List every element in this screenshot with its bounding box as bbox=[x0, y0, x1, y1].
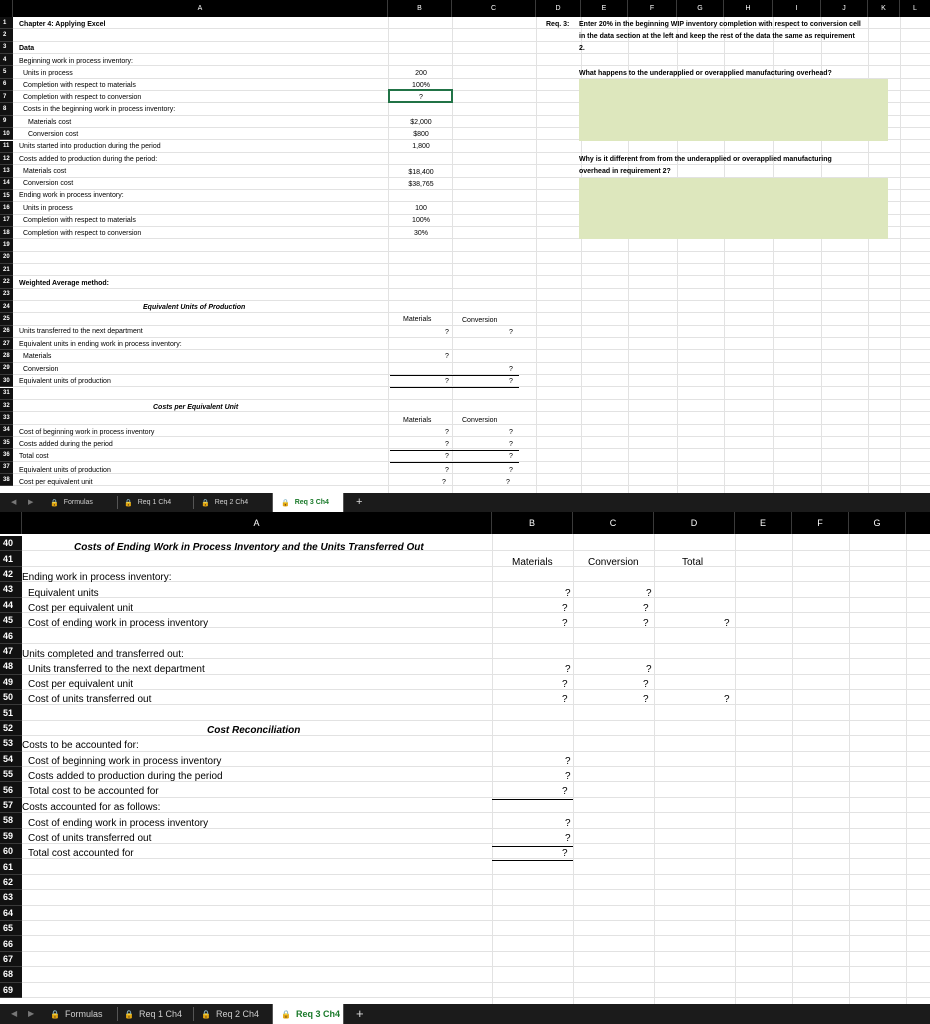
row-header-37[interactable]: 37 bbox=[0, 462, 13, 474]
row-header-3[interactable]: 3 bbox=[0, 42, 13, 54]
q-mat-cpu[interactable]: ? bbox=[442, 479, 446, 486]
tab-formulas[interactable] bbox=[50, 493, 114, 512]
q-conv-added[interactable]: ? bbox=[509, 441, 513, 448]
column-header-A[interactable]: A bbox=[13, 0, 388, 17]
units-in-process-label-2: Units in process bbox=[23, 205, 73, 212]
req-text-2: in the data section at the left and keep the rest of the data the same as requirement bbox=[579, 33, 855, 40]
q-cpu-mat[interactable]: ? bbox=[562, 603, 568, 614]
tab-formulas[interactable] bbox=[50, 1004, 114, 1024]
cost-per-eq-unit-label-2: Cost per equivalent unit bbox=[28, 679, 134, 690]
q-units-tr-mat[interactable]: ? bbox=[565, 664, 571, 675]
value-conv-cost[interactable]: $800 bbox=[413, 131, 429, 138]
q-recon-total-2[interactable]: ? bbox=[562, 848, 568, 859]
costs-accounted-label: Costs accounted for as follows: bbox=[22, 802, 161, 813]
row-header-17[interactable]: 17 bbox=[0, 215, 13, 227]
costs-added-label: Costs added to production during the period bbox=[28, 771, 223, 782]
row-header-35[interactable]: 35 bbox=[0, 437, 13, 449]
row-header-68[interactable]: 68 bbox=[0, 967, 22, 982]
lock-icon: 🔒 bbox=[124, 499, 133, 507]
cost-bwip-label: Cost of beginning work in process inventory bbox=[28, 756, 222, 767]
row-header-42[interactable]: 42 bbox=[0, 567, 22, 582]
column-header-E[interactable]: E bbox=[735, 512, 792, 534]
tab-req3[interactable] bbox=[272, 1004, 344, 1024]
completion-materials-label: Completion with respect to materials bbox=[23, 82, 136, 89]
completion-conversion-label: Completion with respect to conversion bbox=[23, 94, 142, 101]
row-header-57[interactable]: 57 bbox=[0, 798, 22, 813]
row-header-18[interactable]: 18 bbox=[0, 227, 13, 239]
value-mat-cost-2[interactable]: $18,400 bbox=[408, 169, 434, 176]
cost-units-transferred-label: Cost of units transferred out bbox=[28, 694, 152, 705]
materials-cost-label: Materials cost bbox=[28, 119, 72, 126]
q-cost-tr-total[interactable]: ? bbox=[724, 694, 730, 705]
row-header-21[interactable]: 21 bbox=[0, 264, 13, 276]
row-header-16[interactable]: 16 bbox=[0, 202, 13, 214]
lock-icon: 🔒 bbox=[201, 499, 210, 507]
lock-icon: 🔒 bbox=[201, 1009, 211, 1019]
q-mat-ending[interactable]: ? bbox=[445, 353, 449, 360]
units-in-process-label: Units in process bbox=[23, 70, 73, 77]
column-header-C[interactable]: C bbox=[452, 0, 536, 17]
total-cost-label: Total cost bbox=[19, 453, 49, 460]
costs-to-account-label: Costs to be accounted for: bbox=[22, 740, 139, 751]
q-units-tr-conv[interactable]: ? bbox=[646, 664, 652, 675]
row-header-22[interactable]: 22 bbox=[0, 276, 13, 288]
tab-req3[interactable] bbox=[272, 493, 344, 512]
value-units[interactable]: 200 bbox=[415, 70, 427, 77]
req-label: Req. 3: bbox=[546, 21, 570, 28]
eq-units-production-label: Equivalent units of production bbox=[19, 378, 111, 385]
q-cpu2-conv[interactable]: ? bbox=[643, 679, 649, 690]
add-sheet-button[interactable]: + bbox=[356, 1006, 364, 1021]
tab-req1-label: Req 1 Ch4 bbox=[138, 1009, 182, 1019]
column-header-F[interactable]: F bbox=[628, 0, 677, 17]
units-transferred-label: Units transferred to the next department bbox=[19, 328, 143, 335]
ewip-label: Ending work in process inventory: bbox=[19, 192, 124, 199]
completion-materials-label-2: Completion with respect to materials bbox=[23, 217, 136, 224]
cost-reconciliation-title: Cost Reconciliation bbox=[207, 725, 301, 736]
q-cost-ewip-conv[interactable]: ? bbox=[643, 618, 649, 629]
q-conv-production[interactable]: ? bbox=[509, 378, 513, 385]
row-header-64[interactable]: 64 bbox=[0, 906, 22, 921]
q-cost-tr-mat[interactable]: ? bbox=[562, 694, 568, 705]
row-header-13[interactable]: 13 bbox=[0, 165, 13, 177]
row-header-45[interactable]: 45 bbox=[0, 613, 22, 628]
row-header-25[interactable]: 25 bbox=[0, 313, 13, 325]
costs-ending-title: Costs of Ending Work in Process Inventory and the Units Transferred Out bbox=[74, 542, 424, 553]
conversion-cost-label-2: Conversion cost bbox=[23, 180, 74, 187]
tab-req2-label: Req 2 Ch4 bbox=[214, 499, 249, 506]
row-header-33[interactable]: 33 bbox=[0, 412, 13, 424]
cost-units-transferred-label-2: Cost of units transferred out bbox=[28, 833, 152, 844]
column-header-A[interactable]: A bbox=[22, 512, 492, 534]
column-header-C[interactable]: C bbox=[573, 512, 654, 534]
column-header-K[interactable]: K bbox=[868, 0, 900, 17]
tab-separator bbox=[193, 1007, 194, 1021]
lock-icon: 🔒 bbox=[124, 1009, 134, 1019]
cost-bwip-label: Cost of beginning work in process inventory bbox=[19, 429, 155, 436]
value-comp-mat-2[interactable]: 100% bbox=[412, 217, 430, 224]
lock-icon: 🔒 bbox=[50, 499, 59, 507]
cost-per-eq-unit-label: Cost per equivalent unit bbox=[19, 479, 93, 486]
double-underline-eq-units bbox=[390, 387, 519, 388]
row-header-46[interactable]: 46 bbox=[0, 628, 22, 643]
q-cost-ewip-total[interactable]: ? bbox=[724, 618, 730, 629]
cost-per-eq-title: Costs per Equivalent Unit bbox=[153, 404, 239, 411]
double-underline-total-accounted bbox=[492, 860, 573, 861]
row-header-28[interactable]: 28 bbox=[0, 350, 13, 362]
units-transferred-label: Units transferred to the next department bbox=[28, 664, 205, 675]
materials-header: Materials bbox=[403, 316, 432, 323]
value-conv-cost-2[interactable]: $38,765 bbox=[408, 181, 434, 188]
row-header-15[interactable]: 15 bbox=[0, 190, 13, 202]
row-header-51[interactable]: 51 bbox=[0, 705, 22, 720]
row-header-62[interactable]: 62 bbox=[0, 875, 22, 890]
row-header-10[interactable]: 10 bbox=[0, 128, 13, 140]
q-mat-transferred[interactable]: ? bbox=[445, 329, 449, 336]
q-eq-units-mat[interactable]: ? bbox=[565, 588, 571, 599]
q-mat-total[interactable]: ? bbox=[445, 453, 449, 460]
chapter-title: Chapter 4: Applying Excel bbox=[19, 21, 106, 28]
column-header-D[interactable]: D bbox=[536, 0, 581, 17]
data-label: Data bbox=[19, 45, 35, 52]
row-header-44[interactable]: 44 bbox=[0, 598, 22, 613]
cost-ending-wip-label: Cost of ending work in process inventory bbox=[28, 618, 209, 629]
q-cost-tr-conv[interactable]: ? bbox=[643, 694, 649, 705]
tab-formulas-label: Formulas bbox=[63, 499, 93, 506]
lock-icon: 🔒 bbox=[281, 1009, 291, 1019]
bwip-label: Beginning work in process inventory: bbox=[19, 58, 134, 65]
row-header-55[interactable]: 55 bbox=[0, 767, 22, 782]
q-conv-ending[interactable]: ? bbox=[509, 366, 513, 373]
q-conv-eqprod[interactable]: ? bbox=[509, 467, 513, 474]
row-header-38[interactable]: 38 bbox=[0, 474, 13, 486]
value-units-2[interactable]: 100 bbox=[415, 205, 427, 212]
cost-per-eq-unit-label: Cost per equivalent unit bbox=[28, 603, 134, 614]
q-mat-added[interactable]: ? bbox=[445, 441, 449, 448]
row-header-1[interactable]: 1 bbox=[0, 17, 13, 29]
bottom-cell-contents bbox=[0, 512, 930, 1024]
costs-bwip-label: Costs in the beginning work in process inventory: bbox=[23, 106, 176, 113]
row-header-48[interactable]: 48 bbox=[0, 659, 22, 674]
total-cost-accounted-label-2: Total cost accounted for bbox=[28, 848, 134, 859]
total-cost-accounted-label: Total cost to be accounted for bbox=[28, 786, 159, 797]
column-header-J[interactable]: J bbox=[821, 0, 868, 17]
tab-req2[interactable] bbox=[201, 1004, 265, 1024]
column-header-E[interactable]: E bbox=[581, 0, 628, 17]
selected-cell-B7[interactable] bbox=[388, 89, 453, 103]
question-2-line-2: overhead in requirement 2? bbox=[579, 168, 671, 175]
tab-req3-label: Req 3 Ch4 bbox=[295, 1009, 340, 1019]
tab-formulas-label: Formulas bbox=[64, 1009, 103, 1019]
tab-req2-label: Req 2 Ch4 bbox=[215, 1009, 259, 1019]
costs-added-period-label: Costs added during the period bbox=[19, 441, 113, 448]
tab-req1-label: Req 1 Ch4 bbox=[137, 499, 172, 506]
underline-total-cost bbox=[390, 450, 519, 451]
lock-icon: 🔒 bbox=[281, 499, 290, 507]
costs-added-label: Costs added to production during the period: bbox=[19, 156, 158, 163]
tab-req1[interactable] bbox=[124, 1004, 188, 1024]
value-comp-conv[interactable]: ? bbox=[419, 94, 423, 101]
add-sheet-button[interactable]: + bbox=[356, 496, 363, 508]
row-header-7[interactable]: 7 bbox=[0, 91, 13, 103]
q-recon-bwip[interactable]: ? bbox=[565, 756, 571, 767]
conversion-cost-label: Conversion cost bbox=[28, 131, 79, 138]
eq-units-ending-label: Equivalent units in ending work in process inventory: bbox=[19, 341, 182, 348]
completion-conversion-label-2: Completion with respect to conversion bbox=[23, 230, 142, 237]
q-mat-eqprod[interactable]: ? bbox=[445, 467, 449, 474]
tab-req3-label: Req 3 Ch4 bbox=[294, 499, 329, 506]
row-header-23[interactable]: 23 bbox=[0, 289, 13, 301]
row-header-53[interactable]: 53 bbox=[0, 736, 22, 751]
question-2-line-1: Why is it different from from the underapplied or overapplied manufacturing bbox=[579, 156, 832, 163]
lock-icon: 🔒 bbox=[50, 1009, 60, 1019]
column-header-L[interactable]: L bbox=[913, 5, 917, 12]
row-header-49[interactable]: 49 bbox=[0, 675, 22, 690]
value-mat-cost[interactable]: $2,000 bbox=[410, 119, 432, 126]
q-recon-total[interactable]: ? bbox=[562, 786, 568, 797]
q-recon-ewip[interactable]: ? bbox=[565, 818, 571, 829]
row-header-32[interactable]: 32 bbox=[0, 400, 13, 412]
conversion-header: Conversion bbox=[588, 557, 639, 568]
column-header-I[interactable]: I bbox=[773, 0, 821, 17]
row-header-4[interactable]: 4 bbox=[0, 54, 13, 66]
row-header-27[interactable]: 27 bbox=[0, 338, 13, 350]
eq-units-title: Equivalent Units of Production bbox=[143, 304, 246, 311]
row-header-58[interactable]: 58 bbox=[0, 813, 22, 828]
tab-separator bbox=[117, 1007, 118, 1021]
conversion-label: Conversion bbox=[23, 366, 59, 373]
q-conv-cpu[interactable]: ? bbox=[506, 479, 510, 486]
row-header-24[interactable]: 24 bbox=[0, 301, 13, 313]
tab-req1[interactable] bbox=[124, 493, 188, 512]
question-1: What happens to the underapplied or overapplied manufacturing overhead? bbox=[579, 70, 832, 77]
value-comp-mat[interactable]: 100% bbox=[412, 82, 430, 89]
row-header-69[interactable]: 69 bbox=[0, 983, 22, 998]
row-header-26[interactable]: 26 bbox=[0, 326, 13, 338]
q-conv-transferred[interactable]: ? bbox=[509, 329, 513, 336]
scroll-left-icon[interactable]: ◀ bbox=[11, 499, 17, 506]
tab-req2[interactable] bbox=[201, 493, 265, 512]
q-conv-total[interactable]: ? bbox=[509, 453, 513, 460]
row-header-63[interactable]: 63 bbox=[0, 890, 22, 905]
column-header-D[interactable]: D bbox=[654, 512, 735, 534]
materials-header: Materials bbox=[512, 557, 553, 568]
column-header-G[interactable]: G bbox=[849, 512, 906, 534]
row-header-36[interactable]: 36 bbox=[0, 449, 13, 461]
tab-separator bbox=[193, 496, 194, 509]
q-mat-production[interactable]: ? bbox=[445, 378, 449, 385]
sheet-tab-bar-top bbox=[0, 493, 930, 512]
underline-total-cost-2 bbox=[390, 462, 519, 463]
q-eq-units-conv[interactable]: ? bbox=[646, 588, 652, 599]
row-header-20[interactable]: 20 bbox=[0, 252, 13, 264]
underline-eq-units bbox=[390, 375, 519, 376]
row-header-43[interactable]: 43 bbox=[0, 582, 22, 597]
row-header-9[interactable]: 9 bbox=[0, 116, 13, 128]
column-header-H[interactable]: H bbox=[724, 0, 773, 17]
row-header-2[interactable]: 2 bbox=[0, 29, 13, 41]
q-cost-ewip-mat[interactable]: ? bbox=[562, 618, 568, 629]
q-recon-added[interactable]: ? bbox=[565, 771, 571, 782]
scroll-right-icon[interactable]: ▶ bbox=[28, 1009, 35, 1018]
row-header-8[interactable]: 8 bbox=[0, 103, 13, 115]
cost-ending-wip-label-2: Cost of ending work in process inventory bbox=[28, 818, 209, 829]
row-header-30[interactable]: 30 bbox=[0, 375, 13, 387]
row-header-56[interactable]: 56 bbox=[0, 782, 22, 797]
value-started[interactable]: 1,800 bbox=[412, 143, 430, 150]
row-header-47[interactable]: 47 bbox=[0, 644, 22, 659]
weighted-average-label: Weighted Average method: bbox=[19, 280, 109, 287]
row-header-60[interactable]: 60 bbox=[0, 844, 22, 859]
bottom-spreadsheet-pane bbox=[0, 512, 930, 1024]
column-header-B[interactable]: B bbox=[388, 0, 452, 17]
materials-cost-label-2: Materials cost bbox=[23, 168, 67, 175]
q-recon-transferred[interactable]: ? bbox=[565, 833, 571, 844]
materials-header-2: Materials bbox=[403, 417, 432, 424]
underline-total-cost bbox=[492, 799, 573, 800]
total-header: Total bbox=[682, 557, 704, 568]
row-header-31[interactable]: 31 bbox=[0, 388, 13, 400]
row-header-6[interactable]: 6 bbox=[0, 79, 13, 91]
sheet-tab-bar-bottom bbox=[0, 1004, 930, 1024]
underline-total-accounted bbox=[492, 846, 573, 847]
row-header-41[interactable]: 41 bbox=[0, 551, 22, 566]
row-header-59[interactable]: 59 bbox=[0, 829, 22, 844]
units-completed-label: Units completed and transferred out: bbox=[22, 649, 184, 660]
row-header-14[interactable]: 14 bbox=[0, 178, 13, 190]
value-comp-conv-2[interactable]: 30% bbox=[413, 230, 428, 237]
row-header-12[interactable]: 12 bbox=[0, 153, 13, 165]
row-header-50[interactable]: 50 bbox=[0, 690, 22, 705]
row-header-40[interactable]: 40 bbox=[0, 536, 22, 551]
column-header-F[interactable]: F bbox=[792, 512, 849, 534]
row-header-67[interactable]: 67 bbox=[0, 952, 22, 967]
column-header-G[interactable]: G bbox=[677, 0, 724, 17]
row-header-11[interactable]: 11 bbox=[0, 141, 13, 153]
row-header-29[interactable]: 29 bbox=[0, 363, 13, 375]
eq-units-label: Equivalent units bbox=[28, 588, 99, 599]
row-header-34[interactable]: 34 bbox=[0, 425, 13, 437]
q-conv-bwip[interactable]: ? bbox=[509, 429, 513, 436]
eq-units-production-label-2: Equivalent units of production bbox=[19, 467, 111, 474]
row-header-66[interactable]: 66 bbox=[0, 936, 22, 951]
row-header-65[interactable]: 65 bbox=[0, 921, 22, 936]
units-started-label: Units started into production during the period bbox=[19, 143, 161, 150]
scroll-right-icon[interactable]: ▶ bbox=[28, 499, 34, 506]
row-header-5[interactable]: 5 bbox=[0, 66, 13, 78]
q-cpu-conv[interactable]: ? bbox=[643, 603, 649, 614]
scroll-left-icon[interactable]: ◀ bbox=[11, 1009, 18, 1018]
conversion-header: Conversion bbox=[462, 317, 498, 324]
row-header-54[interactable]: 54 bbox=[0, 752, 22, 767]
req-text-1: Enter 20% in the beginning WIP inventory completion with respect to conversion cell bbox=[579, 21, 861, 28]
q-mat-bwip[interactable]: ? bbox=[445, 429, 449, 436]
req-text-3: 2. bbox=[579, 45, 585, 52]
row-header-52[interactable]: 52 bbox=[0, 721, 22, 736]
column-header-B[interactable]: B bbox=[492, 512, 573, 534]
tab-separator bbox=[117, 496, 118, 509]
conversion-header-2: Conversion bbox=[462, 417, 498, 424]
row-header-19[interactable]: 19 bbox=[0, 239, 13, 251]
ewip-label: Ending work in process inventory: bbox=[22, 572, 172, 583]
q-cpu2-mat[interactable]: ? bbox=[562, 679, 568, 690]
materials-label: Materials bbox=[23, 353, 52, 360]
row-header-61[interactable]: 61 bbox=[0, 859, 22, 874]
